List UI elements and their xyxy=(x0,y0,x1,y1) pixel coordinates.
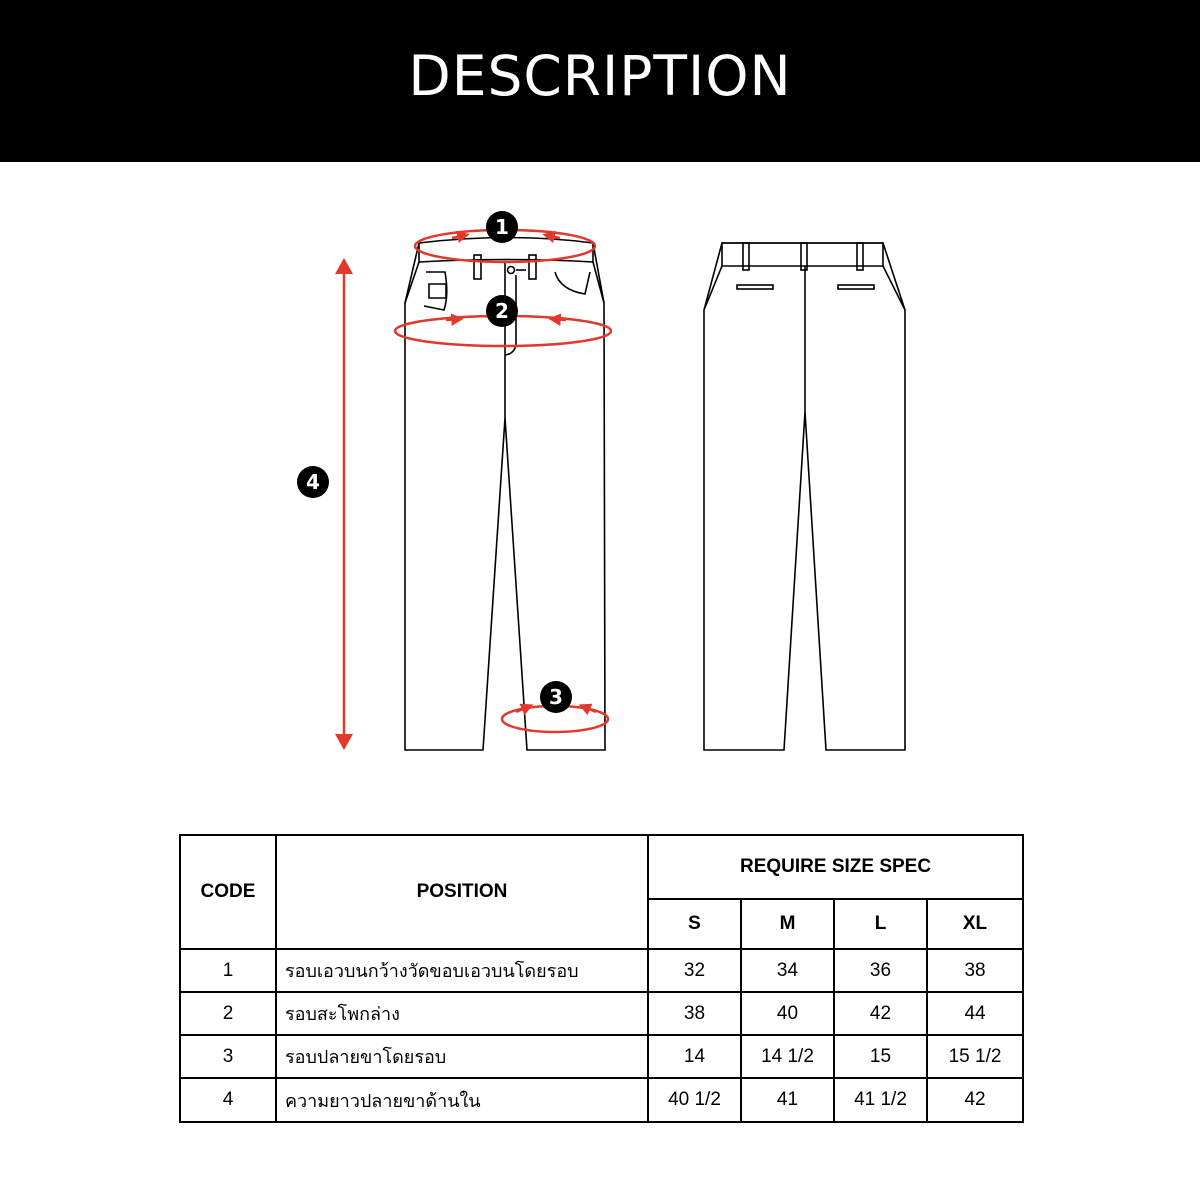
row-value-xl: 38 xyxy=(927,949,1023,992)
table-row xyxy=(180,992,1023,1035)
row-position: ความยาวปลายขาด้านใน xyxy=(276,1078,648,1122)
row-code: 4 xyxy=(180,1078,276,1122)
callout-2-label: 2 xyxy=(495,299,509,323)
row-value-m: 34 xyxy=(741,949,834,992)
header-code: CODE xyxy=(180,835,276,949)
row-value-xl: 15 1/2 xyxy=(927,1035,1023,1078)
row-value-s: 32 xyxy=(648,949,741,992)
row-value-xl: 44 xyxy=(927,992,1023,1035)
back-view-pants xyxy=(704,243,905,750)
callout-3 xyxy=(540,681,572,713)
row-value-s: 40 1/2 xyxy=(648,1078,741,1122)
callout-4 xyxy=(297,466,329,498)
row-value-m: 40 xyxy=(741,992,834,1035)
row-value-l: 36 xyxy=(834,949,927,992)
page-title: DESCRIPTION xyxy=(408,44,792,108)
table-row xyxy=(180,1035,1023,1078)
callout-2 xyxy=(486,295,518,327)
row-value-m: 14 1/2 xyxy=(741,1035,834,1078)
size-header-m: M xyxy=(741,899,834,949)
callout-3-label: 3 xyxy=(549,685,563,709)
size-header-l: L xyxy=(834,899,927,949)
length-measurement xyxy=(335,258,353,750)
row-code: 3 xyxy=(180,1035,276,1078)
size-spec-table xyxy=(179,834,1024,1123)
row-value-l: 15 xyxy=(834,1035,927,1078)
pants-diagram xyxy=(0,162,1200,802)
row-position: รอบเอวบนกว้างวัดขอบเอวบนโดยรอบ xyxy=(276,949,648,992)
table-row xyxy=(180,1078,1023,1122)
row-code: 2 xyxy=(180,992,276,1035)
row-position: รอบปลายขาโดยรอบ xyxy=(276,1035,648,1078)
callout-1-label: 1 xyxy=(495,215,509,239)
size-header-xl: XL xyxy=(927,899,1023,949)
row-value-s: 38 xyxy=(648,992,741,1035)
header-banner xyxy=(0,0,1200,162)
table-row xyxy=(180,949,1023,992)
row-value-l: 42 xyxy=(834,992,927,1035)
row-value-l: 41 1/2 xyxy=(834,1078,927,1122)
callout-4-label: 4 xyxy=(306,470,320,494)
size-header-s: S xyxy=(648,899,741,949)
row-code: 1 xyxy=(180,949,276,992)
header-position: POSITION xyxy=(276,835,648,949)
row-value-s: 14 xyxy=(648,1035,741,1078)
callout-1 xyxy=(486,211,518,243)
row-position: รอบสะโพกล่าง xyxy=(276,992,648,1035)
header-require-size-spec: REQUIRE SIZE SPEC xyxy=(648,835,1023,899)
row-value-xl: 42 xyxy=(927,1078,1023,1122)
row-value-m: 41 xyxy=(741,1078,834,1122)
